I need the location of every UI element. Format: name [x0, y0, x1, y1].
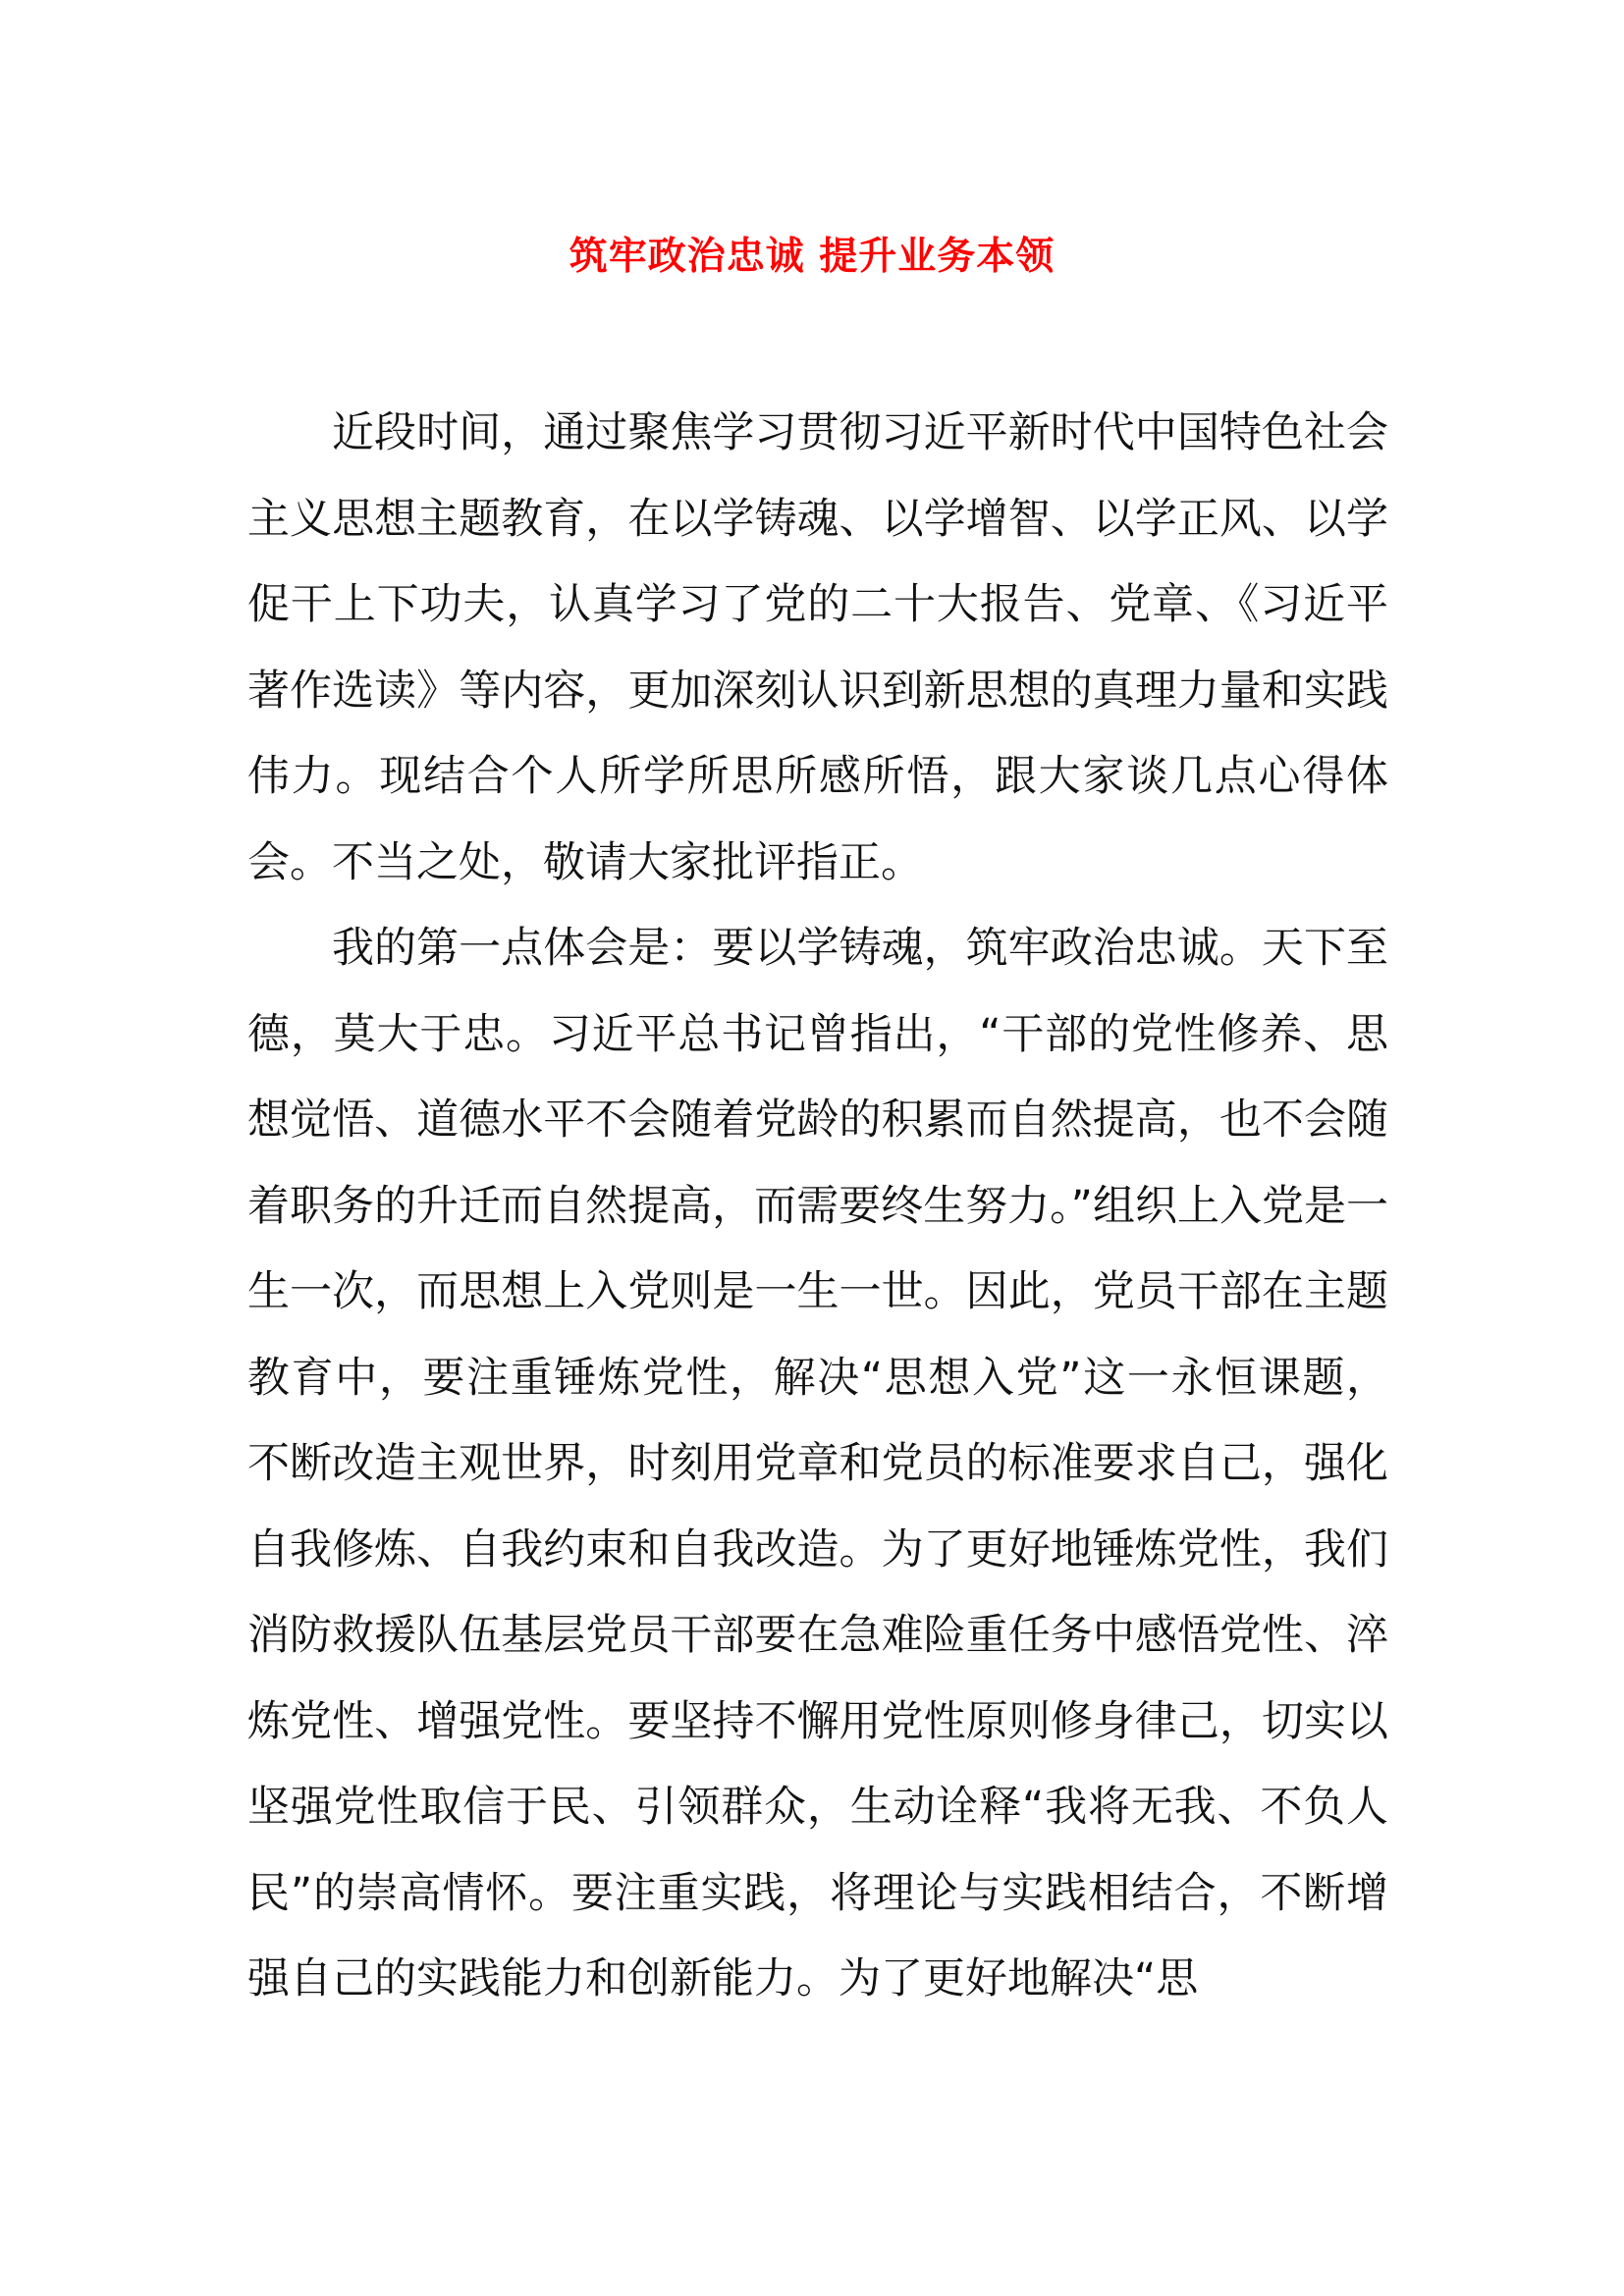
- paragraph-first-point: 我的第一点体会是：要以学铸魂，筑牢政治忠诚。天下至德，莫大于忠。习近平总书记曾指出，“干部的党性修养、思想觉悟、道德水平不会随着党龄的积累而自然提高，也不会随着职务的升迁而自然提高，而需要终生努力。”组织上入党是一生一次，而思想上入党则是一生一世。因此，党员干部在主题教育中，要注重锤炼党性，解决“思想入党”这一永恒课题，不断改造主观世界，时刻用党章和党员的标准要求自己，强化自我修炼、自我约束和自我改造。为了更好地锤炼党性，我们消防救援队伍基层党员干部要在急难险重任务中感悟党性、淬炼党性、增强党性。要坚持不懈用党性原则修身律己，切实以坚强党性取信于民、引领群众，生动诠释“我将无我、不负人民”的崇高情怀。要注重实践，将理论与实践相结合，不断增强自己的实践能力和创新能力。为了更好地解决“思: [247, 924, 1388, 2003]
- document-title: 筑牢政治忠诚 提升业务本领: [568, 235, 1056, 279]
- paragraph-intro: 近段时间，通过聚焦学习贯彻习近平新时代中国特色社会主义思想主题教育，在以学铸魂、以学增智、以学正风、以学促干上下功夫，认真学习了党的二十大报告、党章、《习近平著作选读》等内容，更加深刻认识到新思想的真理力量和实践伟力。现结合个人所学所思所感所悟，跟大家谈几点心得体会。不当之处，敬请大家批评指正。: [247, 408, 1388, 887]
- document-body: [247, 391, 1388, 2023]
